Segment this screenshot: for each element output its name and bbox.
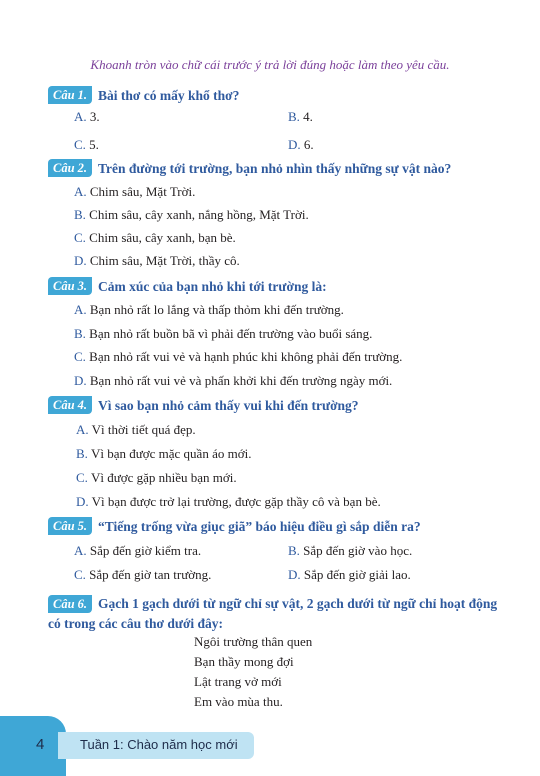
option-b[interactable] [288, 109, 313, 125]
question-tag: Câu 6. [48, 595, 92, 613]
option-b[interactable] [74, 326, 372, 342]
option-letter: D. [76, 494, 89, 509]
option-letter: D. [288, 137, 301, 152]
option-text: Chim sâu, cây xanh, nắng hồng, Mặt Trời. [89, 207, 309, 222]
question-4 [48, 396, 520, 416]
option-text: 3. [89, 109, 100, 124]
option-text: Sắp đến giờ vào học. [303, 543, 413, 558]
page-number-tab [0, 716, 66, 776]
option-letter: B. [288, 543, 300, 558]
option-text: Bạn nhỏ rất lo lắng và thấp thỏm khi đến trường. [89, 302, 344, 317]
option-text: Bạn nhỏ rất vui vẻ và phấn khởi khi đến trường ngày mới. [89, 373, 393, 388]
option-text: Vì bạn được mặc quần áo mới. [90, 446, 252, 461]
option-text: 6. [303, 137, 314, 152]
poem-line: Lật trang vở mới [194, 674, 282, 689]
option-letter: B. [76, 446, 88, 461]
option-text: Sắp đến giờ kiểm tra. [89, 543, 202, 558]
question-text: Gạch 1 gạch dưới từ ngữ chỉ sự vật, 2 gạch dưới từ ngữ chỉ hoạt động có trong các câu thơ dưới đây: [48, 596, 498, 631]
question-tag: Câu 2. [48, 159, 92, 177]
question-5 [48, 517, 520, 537]
option-a[interactable] [74, 184, 195, 200]
question-tag: Câu 3. [48, 277, 92, 295]
question-text: Cảm xúc của bạn nhỏ khi tới trường là: [98, 279, 327, 294]
option-b[interactable] [74, 207, 309, 223]
option-text: 5. [89, 137, 99, 152]
option-letter: C. [74, 137, 86, 152]
option-c[interactable] [74, 567, 211, 583]
option-a[interactable] [74, 543, 201, 559]
question-text: “Tiếng trống vừa giục giã” báo hiệu điều gì sắp diễn ra? [98, 519, 421, 534]
chapter-title: Tuần 1: Chào năm học mới [80, 737, 238, 752]
question-text: Vì sao bạn nhỏ cảm thấy vui khi đến trường? [98, 398, 359, 413]
option-c[interactable] [74, 230, 236, 246]
option-letter: A. [74, 543, 87, 558]
option-a[interactable] [74, 302, 344, 318]
page-footer [0, 716, 540, 776]
option-text: Chim sâu, Mặt Trời, thầy cô. [89, 253, 240, 268]
option-d[interactable] [288, 137, 314, 153]
option-letter: A. [74, 109, 87, 124]
option-c[interactable] [74, 349, 402, 365]
option-letter: C. [74, 567, 86, 582]
question-3 [48, 277, 520, 297]
instruction: Khoanh tròn vào chữ cái trước ý trả lời đúng hoặc làm theo yêu cầu. [90, 57, 450, 72]
option-b[interactable] [288, 543, 412, 559]
poem [194, 632, 312, 712]
poem-line: Ngôi trường thân quen [194, 634, 313, 649]
option-text: Vì được gặp nhiều bạn mới. [90, 470, 237, 485]
option-letter: D. [74, 253, 87, 268]
option-letter: A. [74, 302, 87, 317]
page-number: 4 [36, 736, 45, 753]
option-text: Vì thời tiết quá đẹp. [91, 422, 196, 437]
option-a[interactable] [74, 109, 100, 125]
option-letter: A. [76, 422, 89, 437]
option-b[interactable] [76, 446, 251, 462]
question-2 [48, 159, 520, 179]
question-tag: Câu 5. [48, 517, 92, 535]
option-c[interactable] [74, 137, 99, 153]
question-1 [48, 86, 520, 106]
option-text: Bạn nhỏ rất vui vẻ và hạnh phúc khi không phải đến trường. [89, 349, 403, 364]
poem-line: Bạn thầy mong đợi [194, 654, 294, 669]
option-d[interactable] [74, 253, 240, 269]
option-letter: D. [74, 373, 87, 388]
question-6 [48, 594, 510, 634]
option-letter: C. [74, 349, 86, 364]
option-letter: B. [74, 326, 86, 341]
option-text: Sắp đến giờ giải lao. [303, 567, 411, 582]
option-text: Chim sâu, Mặt Trời. [89, 184, 196, 199]
option-a[interactable] [76, 422, 196, 438]
option-d[interactable] [74, 373, 392, 389]
option-letter: B. [74, 207, 86, 222]
question-text: Trên đường tới trường, bạn nhỏ nhìn thấy những sự vật nào? [98, 161, 452, 176]
option-text: Vì bạn được trở lại trường, được gặp thầy cô và bạn bè. [91, 494, 381, 509]
option-letter: C. [76, 470, 88, 485]
option-letter: C. [74, 230, 86, 245]
option-letter: D. [288, 567, 301, 582]
option-d[interactable] [288, 567, 411, 583]
option-d[interactable] [76, 494, 381, 510]
option-letter: B. [288, 109, 300, 124]
option-text: 4. [303, 109, 313, 124]
question-tag: Câu 1. [48, 86, 92, 104]
option-text: Sắp đến giờ tan trường. [89, 567, 212, 582]
option-text: Bạn nhỏ rất buồn bã vì phải đến trường vào buổi sáng. [89, 326, 373, 341]
option-letter: A. [74, 184, 87, 199]
question-text: Bài thơ có mấy khổ thơ? [98, 88, 240, 103]
option-c[interactable] [76, 470, 237, 486]
option-text: Chim sâu, cây xanh, bạn bè. [89, 230, 236, 245]
question-tag: Câu 4. [48, 396, 92, 414]
poem-line: Em vào mùa thu. [194, 694, 283, 709]
